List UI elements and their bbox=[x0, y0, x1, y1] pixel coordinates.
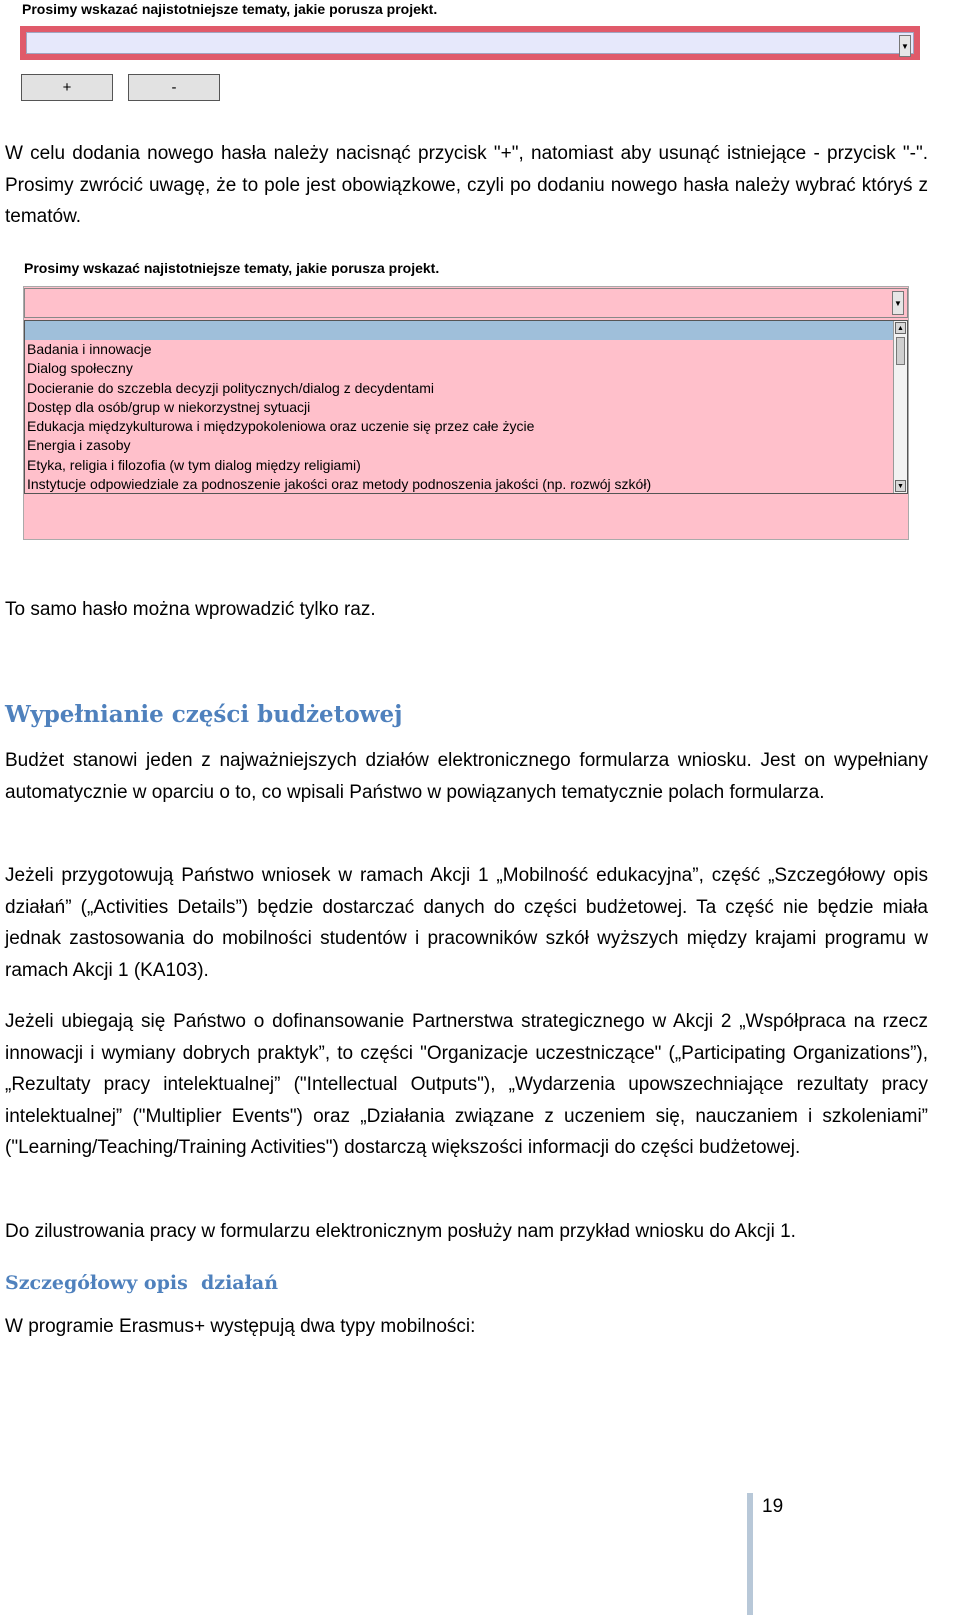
list-scrollbar[interactable] bbox=[893, 321, 907, 493]
action2-paragraph: Jeżeli ubiegają się Państwo o dofinansowanie Partnerstwa strategicznego w Akcji 2 „Współpraca na rzecz innowacji i wymiany dobrych praktyk”, to części "Organizacje uczestniczące" („Participating Organizations”), „Rezultaty pracy intelektualnej” ("Intellectual Outputs"), „Wydarzenia upowszechniające rezultaty pracy intelektualnej” ("Multiplier Events") oraz „Działania związane z uczeniem się, nauczaniem i szkoleniami” ("Learning/Teaching/Training Activities") dostarczą większości informacji do części budżetowej. bbox=[5, 1011, 928, 1159]
topics-field-label: Prosimy wskazać najistotniejsze tematy, jakie porusza projekt. bbox=[22, 1, 438, 17]
instructions-paragraph: W celu dodania nowego hasła należy nacisnąć przycisk "+", natomiast aby usunąć istniejące - przycisk "-". Prosimy zwrócić uwagę, że to pole jest obowiązkowe, czyli po dodaniu nowego hasła należy wybrać któryś z tematów. bbox=[5, 143, 928, 228]
topics-options bbox=[27, 340, 651, 494]
scroll-up-icon[interactable]: ▲ bbox=[895, 322, 906, 334]
remove-topic-button[interactable]: - bbox=[128, 74, 220, 101]
topics-field-label-expanded: Prosimy wskazać najistotniejsze tematy, jakie porusza projekt. bbox=[24, 260, 440, 276]
topic-option[interactable]: Badania i innowacje bbox=[27, 341, 152, 357]
topic-option[interactable]: Etyka, religia i filozofia (w tym dialog między religiami) bbox=[27, 456, 361, 473]
activities-details-heading: Szczegółowy opis działań bbox=[5, 1272, 279, 1294]
topics-select[interactable] bbox=[20, 26, 920, 60]
topic-option[interactable]: Energia i zasoby bbox=[27, 437, 131, 454]
topic-option[interactable]: Docieranie do szczebla decyzji politycznych/dialog z decydentami bbox=[27, 379, 434, 396]
page-footer-bar bbox=[747, 1493, 753, 1615]
highlighted-option[interactable] bbox=[25, 321, 893, 340]
topics-select-expanded[interactable] bbox=[24, 288, 908, 318]
unique-topic-note: To samo hasło można wprowadzić tylko raz. bbox=[5, 599, 376, 620]
mobility-types-paragraph: W programie Erasmus+ występują dwa typy mobilności: bbox=[5, 1316, 476, 1337]
topic-option[interactable]: Instytucje odpowiedziale za podnoszenie jakości oraz metody podnoszenia jakości (np. rozwój szkół) bbox=[27, 476, 652, 493]
topic-option[interactable]: Edukacja międzykulturowa i międzypokoleniowa oraz uczenie się przez całe życie bbox=[27, 418, 535, 435]
scroll-down-icon[interactable]: ▼ bbox=[895, 480, 906, 492]
dropdown-arrow-icon[interactable]: ▼ bbox=[899, 35, 911, 57]
topic-option[interactable]: Dialog społeczny bbox=[27, 360, 133, 377]
budget-intro-paragraph: Budżet stanowi jeden z najważniejszych działów elektronicznego formularza wniosku. Jest on wypełniany automatycznie w oparciu o to, co wpisali Państwo w powiązanych tematycznie polach formularza. bbox=[5, 750, 928, 803]
page-number: 19 bbox=[762, 1496, 784, 1517]
topic-option[interactable]: Dostęp dla osób/grup w niekorzystnej sytuacji bbox=[27, 398, 311, 415]
example-paragraph: Do zilustrowania pracy w formularzu elektronicznym posłuży nam przykład wniosku do Akcji 1. bbox=[5, 1221, 796, 1242]
action1-paragraph: Jeżeli przygotowują Państwo wniosek w ramach Akcji 1 „Mobilność edukacyjna”, część „Szczegółowy opis działań” („Activities Details”) będzie dostarczać danych do części budżetowej. Ta część nie będzie miała jednak zastosowania do mobilności studentów i pracowników szkół wyższych między krajami programu w ramach Akcji 1 (KA103). bbox=[5, 865, 928, 981]
add-topic-button[interactable]: + bbox=[21, 74, 113, 101]
budget-section-heading: Wypełnianie części budżetowej bbox=[5, 701, 403, 728]
scroll-thumb[interactable] bbox=[896, 337, 905, 365]
topics-dropdown-list[interactable] bbox=[24, 320, 908, 494]
dropdown-arrow-icon[interactable]: ▼ bbox=[892, 291, 904, 315]
